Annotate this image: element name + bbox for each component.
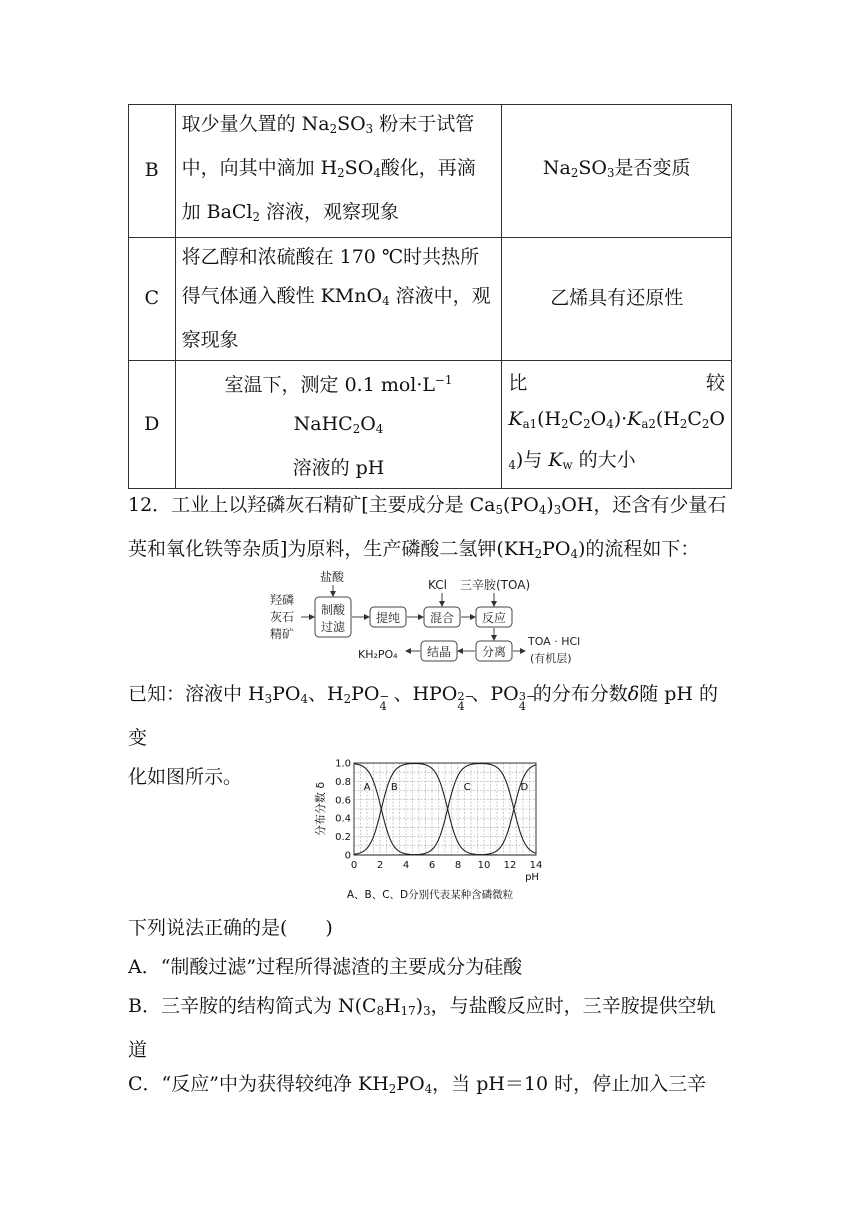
- y-tick-label: 0: [344, 850, 351, 862]
- table-row: [129, 105, 732, 238]
- operation-cell: 取少量久置的 $Na_2SO_3$ 粉末于试管 中，向其中滴加 $H_2SO_4$酸化，再滴 加 BaCl$_2$ 溶液，观察现象: [175, 105, 502, 238]
- experiment-table: [128, 104, 732, 489]
- option-b: B．三辛胺的结构简式为 $N(C_8H_{17})_3$，与盐酸反应时，三辛胺提供空轨 道: [128, 995, 716, 1061]
- table-row: [129, 360, 732, 488]
- chart-caption: A、B、C、D分别代表某种含磷微粒: [346, 889, 514, 901]
- y-tick-label: 0.4: [335, 813, 351, 825]
- byproduct-note: (有机层): [530, 652, 572, 665]
- row-label: C: [129, 237, 176, 360]
- product-label: KH₂PO₄: [358, 648, 398, 661]
- step-label: 过滤: [320, 620, 346, 634]
- byproduct-label: TOA · HCl: [528, 635, 581, 648]
- x-tick-label: 10: [477, 860, 491, 871]
- operation-cell: 将乙醇和浓硫酸在 170 ℃时共热所 得气体通入酸性 KMnO$_4$ 溶液中，观 察现象: [175, 237, 502, 360]
- question-number: 12．: [128, 494, 172, 516]
- operation-cell: 室温下，测定 0.1 $mol\cdot L^{-1}$ $NaHC_2O_4$ 溶液的 pH: [175, 360, 502, 488]
- x-tick-label: 12: [503, 860, 517, 871]
- x-axis-label: pH: [525, 872, 539, 883]
- x-tick-label: 8: [454, 860, 462, 871]
- step-label: 提纯: [375, 611, 401, 625]
- raw-material-label: 灰石: [270, 610, 295, 624]
- series-label-B: B: [390, 782, 398, 793]
- step-label: 反应: [481, 611, 507, 625]
- series-label-A: A: [363, 782, 371, 793]
- row-label: D: [129, 360, 176, 488]
- raw-material-label: 精矿: [270, 627, 295, 641]
- step-label: 混合: [429, 611, 455, 625]
- option-c: C．“反应”中为获得较纯净 $KH_2PO_4$，当 pH＝10 时，停止加入三辛: [128, 1073, 707, 1096]
- option-a: A．“制酸过滤”过程所得滤渣的主要成分为硅酸: [128, 956, 523, 978]
- step-label: 结晶: [426, 645, 452, 659]
- table-row: [129, 237, 732, 360]
- step-label: 分离: [481, 645, 507, 659]
- toa-label: 三辛胺(TOA): [460, 578, 531, 592]
- raw-material-label: 羟磷: [270, 593, 295, 607]
- x-tick-label: 4: [402, 860, 410, 871]
- row-label: B: [129, 105, 176, 238]
- series-label-C: C: [463, 782, 471, 793]
- purpose-cell: 乙烯具有还原性: [502, 237, 732, 360]
- x-tick-label: 0: [350, 860, 358, 871]
- y-tick-label: 0.6: [335, 795, 351, 807]
- y-tick-label: 0.2: [335, 832, 351, 844]
- series-label-D: D: [520, 782, 529, 793]
- kcl-label: KCl: [428, 578, 447, 592]
- x-tick-label: 14: [529, 860, 543, 871]
- question-ask: 下列说法正确的是( ): [128, 917, 333, 939]
- process-flowchart: [268, 567, 668, 677]
- distribution-chart: [310, 755, 550, 905]
- purpose-cell: $Na_2SO_3$是否变质: [502, 105, 732, 238]
- question-stem: 12．工业上以羟磷灰石精矿[主要成分是 $Ca_5(PO_4)_3OH$，还含有少量石 英和氧化铁等杂质]为原料，生产磷酸二氢钾$(KH_2PO_4)$的流程如下：: [128, 494, 727, 561]
- y-tick-label: 1.0: [335, 758, 351, 770]
- known-text: 已知：溶液中 $H_3PO_4$、$H_2PO$ − 4 、HPO 2− 4 、PO 3− 4 的分布分数δ随 pH 的变 化如图所示。: [128, 683, 719, 788]
- x-tick-label: 6: [428, 860, 436, 871]
- purpose-cell: 比 较 $K_{a1}(H_2C_2O_4)\cdot K_{a2}(H_2C_2O$ $_4$)与 $K_w$ 的大小: [502, 360, 732, 488]
- x-tick-label: 2: [376, 860, 384, 871]
- y-axis-label: 分布分数 δ: [314, 781, 327, 837]
- acid-label: 盐酸: [320, 570, 345, 584]
- step-label: 制酸: [320, 603, 346, 617]
- y-tick-label: 0.8: [335, 776, 351, 788]
